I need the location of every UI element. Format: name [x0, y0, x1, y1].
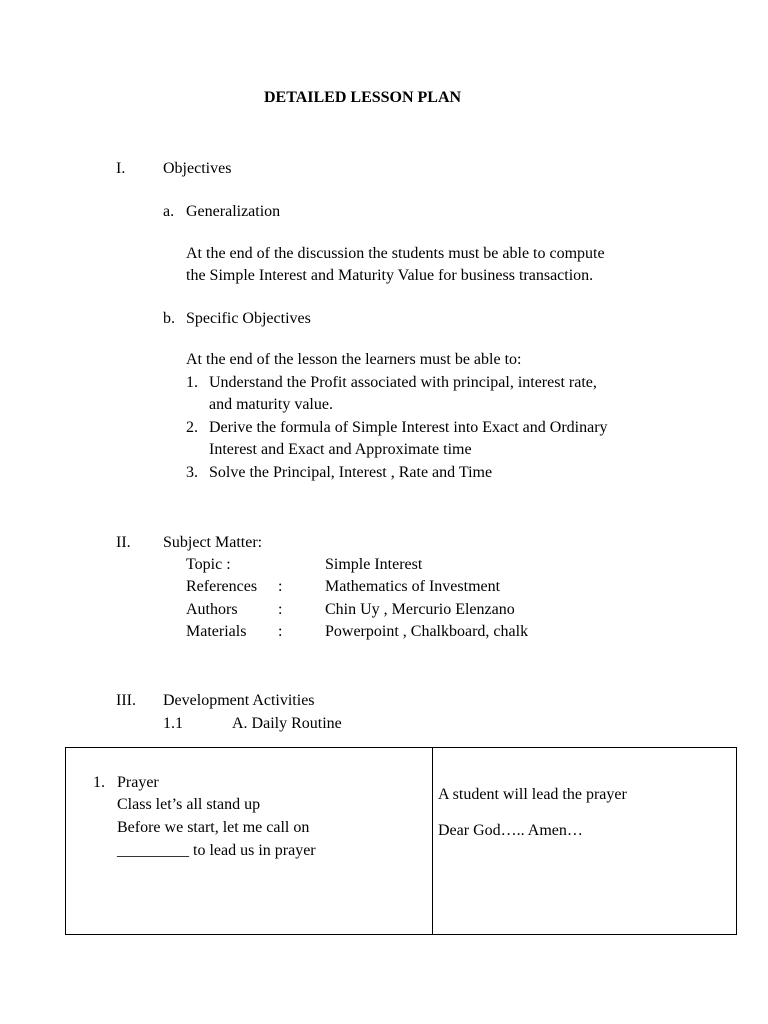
subject-label-references: References — [186, 578, 258, 595]
teacher-line: Before we start, let me call on — [117, 819, 310, 836]
student-line: A student will lead the prayer — [438, 786, 627, 803]
section-numeral-development: III. — [116, 692, 136, 709]
subject-label-authors: Authors — [186, 601, 238, 618]
section-heading-subject-matter: Subject Matter: — [163, 534, 263, 551]
subject-label-topic: Topic : — [186, 556, 231, 573]
objective-number: 2. — [186, 419, 198, 436]
section-heading-development: Development Activities — [163, 692, 315, 709]
objective-number: 1. — [186, 374, 198, 391]
subsection-marker-specific: b. — [163, 310, 175, 327]
section-numeral-subject-matter: II. — [116, 534, 131, 551]
section-heading-objectives: Objectives — [163, 160, 232, 177]
objective-text-line: Derive the formula of Simple Interest into Exact and Ordinary — [209, 419, 608, 436]
section-numeral-objectives: I. — [116, 160, 126, 177]
subsection-marker-generalization: a. — [163, 203, 175, 220]
teacher-line: _________ to lead us in prayer — [117, 842, 316, 859]
objective-text-line: Solve the Principal, Interest , Rate and Time — [209, 464, 493, 481]
objective-text-line: Understand the Profit associated with principal, interest rate, — [209, 374, 597, 391]
generalization-text-line: At the end of the discussion the students must be able to compute — [186, 245, 605, 262]
page-title: DETAILED LESSON PLAN — [264, 89, 462, 106]
objective-text-line: and maturity value. — [209, 396, 333, 413]
subject-value-authors: Chin Uy , Mercurio Elenzano — [325, 601, 515, 618]
subject-separator: : — [278, 601, 283, 618]
subject-value-materials: Powerpoint , Chalkboard, chalk — [325, 623, 529, 640]
subject-label-materials: Materials — [186, 623, 247, 640]
development-sub-number: 1.1 — [163, 715, 183, 732]
student-line: Dear God….. Amen… — [438, 822, 583, 839]
subject-value-references: Mathematics of Investment — [325, 578, 501, 595]
objective-number: 3. — [186, 464, 198, 481]
generalization-text-line: the Simple Interest and Maturity Value for business transaction. — [186, 267, 594, 284]
table-column-divider — [432, 748, 433, 934]
subsection-heading-generalization: Generalization — [186, 203, 281, 220]
subject-separator: : — [278, 578, 283, 595]
objective-text-line: Interest and Exact and Approximate time — [209, 441, 472, 458]
teacher-line: Class let’s all stand up — [117, 796, 261, 813]
development-sub-heading: A. Daily Routine — [232, 715, 342, 732]
specific-objectives-intro: At the end of the lesson the learners must be able to: — [186, 351, 522, 368]
subject-separator: : — [278, 623, 283, 640]
subject-value-topic: Simple Interest — [325, 556, 423, 573]
activity-title: Prayer — [117, 774, 159, 791]
activity-number: 1. — [93, 774, 105, 791]
activity-table — [65, 747, 737, 935]
subsection-heading-specific: Specific Objectives — [186, 310, 311, 327]
